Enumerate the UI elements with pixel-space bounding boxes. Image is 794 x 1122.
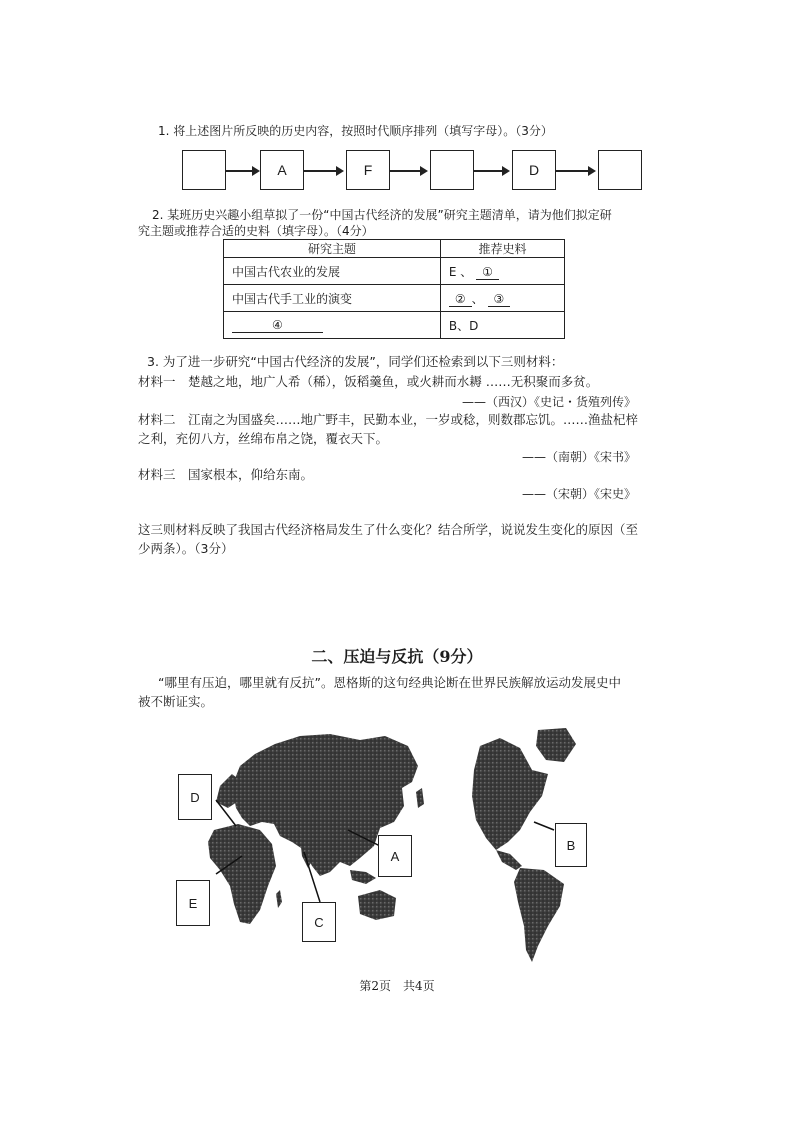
sequence-box-5[interactable]: D [512,150,556,190]
islands-landmass [350,870,376,884]
australia-landmass [358,890,396,920]
japan-landmass [416,788,424,808]
answer-blank-1[interactable]: ① [476,265,499,280]
table-header-topic: 研究主题 [224,240,441,258]
answer-blank-3[interactable]: ③ [488,292,511,307]
material-3-source: ——（宋朝）《宋史》 [521,487,636,501]
section-title: 二、压迫与反抗（9分） [311,647,483,666]
map-label-c: C [302,902,336,942]
arrow-right-icon [556,170,594,172]
section-intro-line1: “哪里有压迫，哪里就有反抗”。恩格斯的这句经典论断在世界民族解放运动发展史中 [158,675,621,690]
section-intro-line2: 被不断证实。 [138,694,214,709]
table-cell-topic: 中国古代手工业的演变 [224,285,441,312]
q3-question-line1: 这三则材料反映了我国古代经济格局发生了什么变化？结合所学，说说发生变化的原因（至 [138,522,639,537]
table-cell-material [440,285,564,312]
table-row [224,258,565,285]
answer-blank-4[interactable]: ④ [232,318,323,333]
map-label-b: B [555,823,587,867]
page-number: 第2页 共4页 [359,979,435,993]
map-label-e: E [176,880,210,926]
answer-blank-2[interactable]: ② [449,292,472,307]
south-america-landmass [514,868,564,962]
central-america-landmass [496,850,522,870]
material-1: 材料一 楚越之地，地广人希（稀），饭稻羹鱼，或火耕而水耨 ……无积聚而多贫。 [138,374,599,389]
q2-text-line2: 究主题或推荐合适的史料（填字母）。（4分） [138,224,374,238]
arrow-right-icon [474,170,508,172]
q1-text: 1. 将上述图片所反映的历史内容，按照时代顺序排列（填写字母）。（3分） [158,124,553,138]
arrow-right-icon [226,170,258,172]
table-row [224,312,565,339]
q2-text-line1: 2. 某班历史兴趣小组草拟了一份“中国古代经济的发展”研究主题清单，请为他们拟定研 [152,208,612,222]
material-3: 材料三 国家根本，仰给东南。 [138,467,314,482]
q3-intro: 3. 为了进一步研究“中国古代经济的发展”，同学们还检索到以下三则材料： [147,354,564,369]
table-cell-topic: 中国古代农业的发展 [224,258,441,285]
material-2-line1: 材料二 江南之为国盛矣……地广野丰，民勤本业，一岁或稔，则数郡忘饥。……渔盐杞梓 [138,412,639,427]
material-1-source: ——（西汉）《史记・货殖列传》 [461,395,636,409]
sequence-box-6[interactable] [598,150,642,190]
madagascar-landmass [276,890,282,908]
separator-text: 、 [471,291,484,306]
q3-question-line2: 少两条）。（3分） [138,541,234,556]
sequence-box-1[interactable] [182,150,226,190]
sequence-box-3[interactable]: F [346,150,390,190]
table-cell-topic [224,312,441,339]
africa-landmass [208,824,276,924]
arrow-right-icon [390,170,426,172]
table-cell-material [440,258,564,285]
sequence-box-4[interactable] [430,150,474,190]
map-label-d: D [178,774,212,820]
research-topic-table [223,239,565,339]
greenland-landmass [536,728,576,762]
table-header-material: 推荐史料 [440,240,564,258]
material-2-source: ——（南朝）《宋书》 [521,450,636,464]
table-row [224,285,565,312]
north-america-landmass [472,738,548,850]
material-text: E 、 [448,264,473,279]
material-2-line2: 之利，充仞八方，丝绵布帛之饶，覆衣天下。 [138,431,389,446]
arrow-right-icon [304,170,342,172]
map-label-a: A [378,835,412,877]
sequence-box-2[interactable]: A [260,150,304,190]
table-cell-material: B、D [440,312,564,339]
